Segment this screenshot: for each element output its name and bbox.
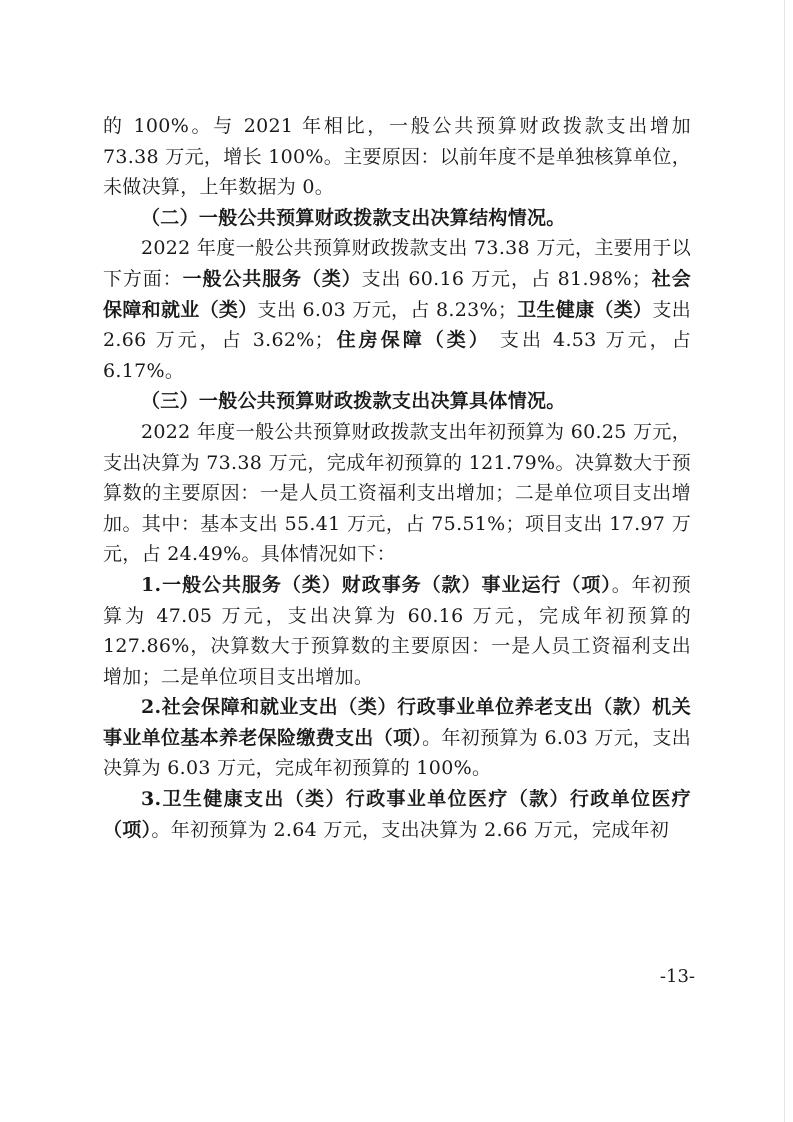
detail-item-2-text: 。年初预算为 6.03 万元，支出决算为 6.03 万元，完成年初预算的 100%。 [103,726,691,780]
detail-item-1-title: 1.一般公共服务（类）财政事务（款）事业运行（项） [141,573,612,596]
detail-item-2-title: 2.社会保障和就业支出（类）行政事业单位养老支出（款）机关事业单位基本养老保险缴费支出（项） [103,696,691,749]
category-health: 卫生健康（类） [517,298,653,321]
category-health-amount: 支出 2.66 万元，占 3.62%； [103,298,692,352]
category-social-security: 社会保障和就业（类） [103,267,692,321]
section-heading-3: （三）一般公共预算财政拨款支出决算具体情况。 [141,390,566,413]
category-housing: 住房保障（类） [333,329,491,352]
category-social-security-amount: 支出 6.03 万元，占 8.23%； [257,298,518,321]
category-housing-amount: 支出 4.53 万元，占 6.17%。 [103,329,692,382]
paragraph-structure [103,233,691,386]
paragraph-detail-overview: 2022 年度一般公共预算财政拨款支出年初预算为 60.25 万元，支出决算为 73.38 万元，完成年初预算的 121.79%。决算数大于预算数的主要原因：一是人员工资福利支出增加；二是单位项目支出增加。其中：基本支出 55.41 万元，占 75.51%；项目支出 17.97 万元，占 24.49%。具体情况如下： [103,420,691,566]
document-body [103,111,691,845]
structure-intro: 2022 年度一般公共预算财政拨款支出 73.38 万元，主要用于以下方面： [103,237,691,290]
scan-edge-line [784,0,785,1122]
paragraph-continuation: 的 100%。与 2021 年相比，一般公共预算财政拨款支出增加 73.38 万元，增长 100%。主要原因：以前年度不是单独核算单位，未做决算，上年数据为 0。 [103,115,691,199]
detail-item-3-title: 3.卫生健康支出（类）行政事业单位医疗（款）行政单位医疗（项） [103,788,691,841]
detail-item-1 [103,570,691,692]
detail-item-2 [103,692,691,784]
page-number: -13- [659,966,695,987]
section-heading-2: （二）一般公共预算财政拨款支出决算结构情况。 [141,206,566,229]
category-general-public-services: 一般公共服务（类） [182,267,362,290]
detail-item-1-text: 。年初预算为 47.05 万元，支出决算为 60.16 万元，完成年初预算的 127.86%，决算数大于预算数的主要原因：一是人员工资福利支出增加；二是单位项目支出增加。 [103,573,691,688]
detail-item-3-text: 。年初预算为 2.64 万元，支出决算为 2.66 万元，完成年初 [151,818,670,841]
detail-item-3 [103,784,691,845]
category-general-public-services-amount: 支出 60.16 万元，占 81.98%； [361,267,652,290]
